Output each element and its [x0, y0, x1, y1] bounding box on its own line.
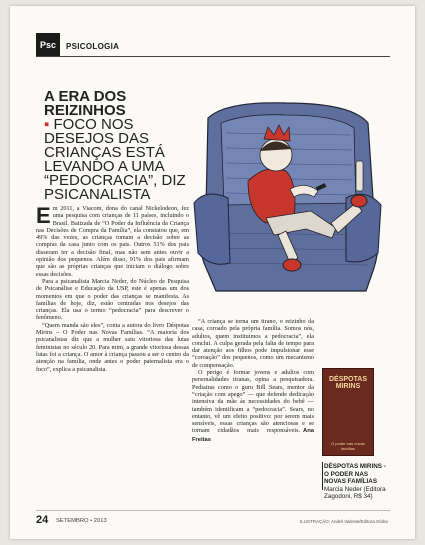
book-caption-details: Marcia Neder (Editora Zagodoni, R$ 34)	[324, 485, 386, 501]
book-caption	[324, 463, 390, 501]
book-caption-title: DÉSPOTAS MIRINS - O PODER NAS NOVAS FAMÍLIAS	[324, 463, 386, 486]
headline-subtitle: FOCO NOS DESEJOS DAS CRIANÇAS ESTÁ LEVANDO A UMA “PEDOCRACIA”, DIZ PSICANALISTA	[44, 116, 186, 203]
caption-bar	[322, 462, 323, 490]
section-label: PSICOLOGIA	[66, 42, 120, 51]
author-credit: Ana Freitas	[192, 428, 314, 443]
book-cover-title: DÉSPOTAS MIRINS	[329, 376, 367, 390]
headline-title: A ERA DOS REIZINHOS	[44, 88, 127, 119]
illustration-credit: ILUSTRAÇÃO: André Valente/Editora Globo	[300, 519, 388, 524]
header-rule	[36, 56, 390, 57]
paragraph: “Quem manda são eles”, conta a autora do livro Déspotas Mirins – O Poder nas Novas Famílias. “A maioria dos psicanalistas diz que a mulher saiu vitoriosa das lutas feministas no século 20. Para mim, a grande vitoriosa dessas lutas foi a criança. O amor à criança passou a ser o centro da atenção na família, onde antes o poder paternalista era o foco”, explica a psicanalista.	[36, 321, 189, 373]
headline-bullet: ▪	[44, 116, 50, 133]
paragraph: O perigo é formar jovens e adultos com personalidades tiranas, opina a pesquisadora. Pediatras como o guru Bill Sears, mentor da “criação com apego” — que defende dedicação intensiva da mãe às necessidades do bebê — também identificam a “pedocracia”. Sears, no entanto, vê um efeito positivo: por serem mais sensíveis, essas crianças são atenciosas e se tornam cidadãos mais responsáveis. Ana Freitas	[192, 369, 314, 443]
headline	[44, 90, 194, 202]
illustration-child-king	[186, 93, 386, 296]
issue-date: SETEMBRO • 2013	[56, 518, 107, 524]
page-number: 24	[36, 514, 49, 526]
drop-cap: E	[36, 203, 51, 228]
paragraph: Em 2011, a Viacom, dona do canal Nickelodeon, fez uma pesquisa com crianças de 11 países, incluindo o Brasil. Batizada de “O Poder da Influência da Criança nas Decisões de Compra da Família”, ela constatou que, em 49% das vezes, as crianças tomam a decisão sobre as compras da casa junto com os pais. Outros 51% dos pais disseram ter a decisão final, mas não sem antes ouvir a opinião dos pequenos. Além disso, 91% dos pais afirmam que são as próprias crianças que iniciam o diálogo sobre essas decisões.	[36, 203, 189, 278]
paragraph: Para a psicanalista Marcia Neder, do Núcleo de Pesquisa de Psicanálise e Educação da USP, este é apenas um dos momentos em que o poder das crianças se manifesta. As famílias de hoje, diz, estão centradas nos desejos das crianças. Ela usa o termo “pedocracia” para descrever o fenômeno.	[36, 277, 189, 322]
footer-rule	[36, 510, 390, 511]
article-column-1	[36, 205, 189, 373]
book-cover	[322, 368, 374, 456]
paragraph: “A criança se torna um tirano, o reizinho da casa, coroado pela própria família. Somos nós, adultos, quem instituímos a pedocracia”, ela conclui. A culpa gerada pela falta de tempo para dar atenção aos filhos pode impulsionar esse “coroação” dos pequenos, como um mecanismo de compensação.	[192, 318, 314, 369]
section-logo: Psc	[36, 33, 60, 57]
article-column-2	[192, 318, 314, 444]
book-cover-subtitle: O poder nas novas famílias	[331, 441, 365, 451]
